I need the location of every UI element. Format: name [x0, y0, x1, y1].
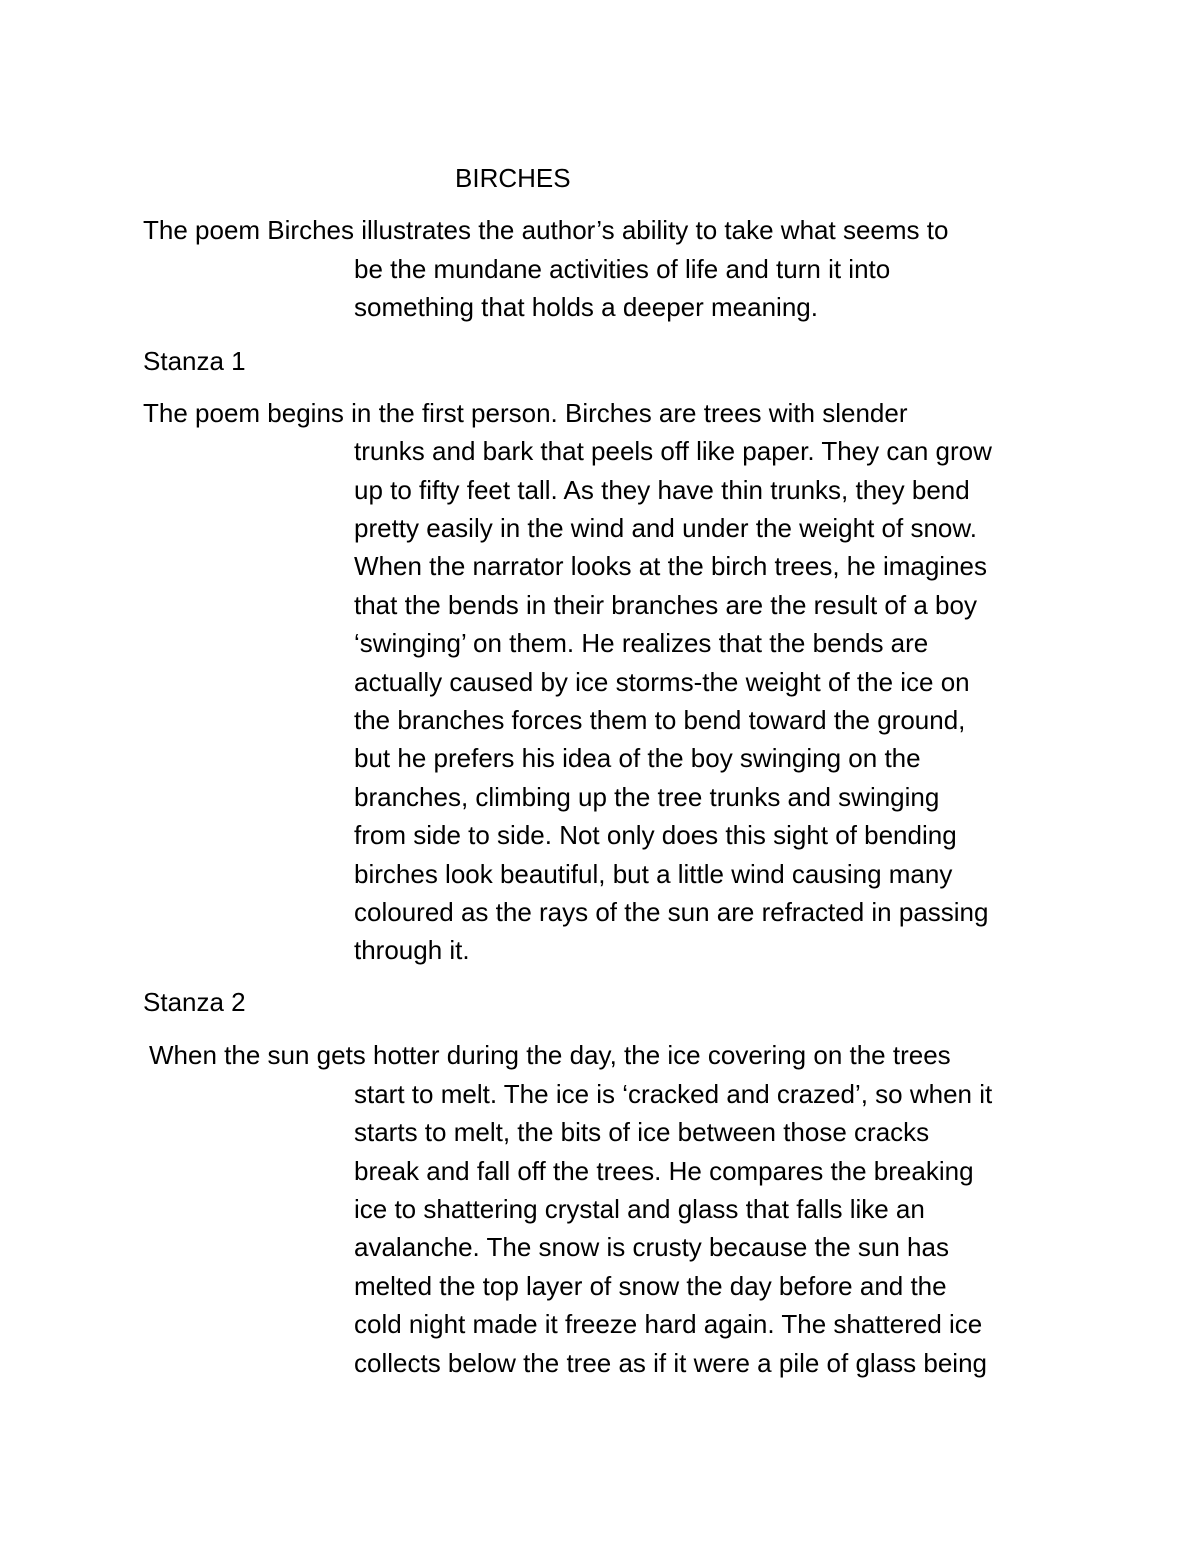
stanza-2-line: collects below the tree as if it were a pile of glass being: [354, 1348, 988, 1378]
stanza-2-line: break and fall off the trees. He compares the breaking: [354, 1156, 974, 1186]
stanza-1-line: but he prefers his idea of the boy swinging on the: [354, 743, 921, 773]
intro-line-3: something that holds a deeper meaning.: [354, 292, 818, 322]
stanza-2-heading: Stanza 2: [143, 987, 246, 1017]
stanza-2-line: starts to melt, the bits of ice between those cracks: [354, 1117, 930, 1147]
stanza-1-line: the branches forces them to bend toward the ground,: [354, 705, 966, 735]
stanza-1-line: When the narrator looks at the birch trees, he imagines: [354, 551, 987, 581]
stanza-1-heading: Stanza 1: [143, 346, 246, 376]
stanza-2-line: ice to shattering crystal and glass that falls like an: [354, 1194, 925, 1224]
stanza-2-line: start to melt. The ice is ‘cracked and crazed’, so when it: [354, 1079, 993, 1109]
stanza-1-line: from side to side. Not only does this sight of bending: [354, 820, 957, 850]
stanza-1-line: coloured as the rays of the sun are refracted in passing: [354, 897, 989, 927]
stanza-1-line: The poem begins in the first person. Birches are trees with slender: [143, 398, 908, 428]
stanza-2-line: When the sun gets hotter during the day, the ice covering on the trees: [149, 1040, 951, 1070]
stanza-1-line: up to fifty feet tall. As they have thin trunks, they bend: [354, 475, 970, 505]
stanza-2-line: avalanche. The snow is crusty because the sun has: [354, 1232, 949, 1262]
stanza-1-line: birches look beautiful, but a little wind causing many: [354, 859, 953, 889]
document-title: BIRCHES: [455, 163, 571, 193]
stanza-1-line: branches, climbing up the tree trunks and swinging: [354, 782, 940, 812]
stanza-1-line: that the bends in their branches are the result of a boy: [354, 590, 977, 620]
intro-line-2: be the mundane activities of life and turn it into: [354, 254, 891, 284]
stanza-1-line: through it.: [354, 935, 470, 965]
stanza-1-line: ‘swinging’ on them. He realizes that the bends are: [354, 628, 929, 658]
intro-line-1: The poem Birches illustrates the author’s ability to take what seems to: [143, 215, 949, 245]
stanza-1-line: pretty easily in the wind and under the weight of snow.: [354, 513, 977, 543]
stanza-2-line: melted the top layer of snow the day before and the: [354, 1271, 947, 1301]
stanza-2-line: cold night made it freeze hard again. The shattered ice: [354, 1309, 983, 1339]
stanza-1-line: actually caused by ice storms-the weight of the ice on: [354, 667, 970, 697]
stanza-1-line: trunks and bark that peels off like paper. They can grow: [354, 436, 992, 466]
